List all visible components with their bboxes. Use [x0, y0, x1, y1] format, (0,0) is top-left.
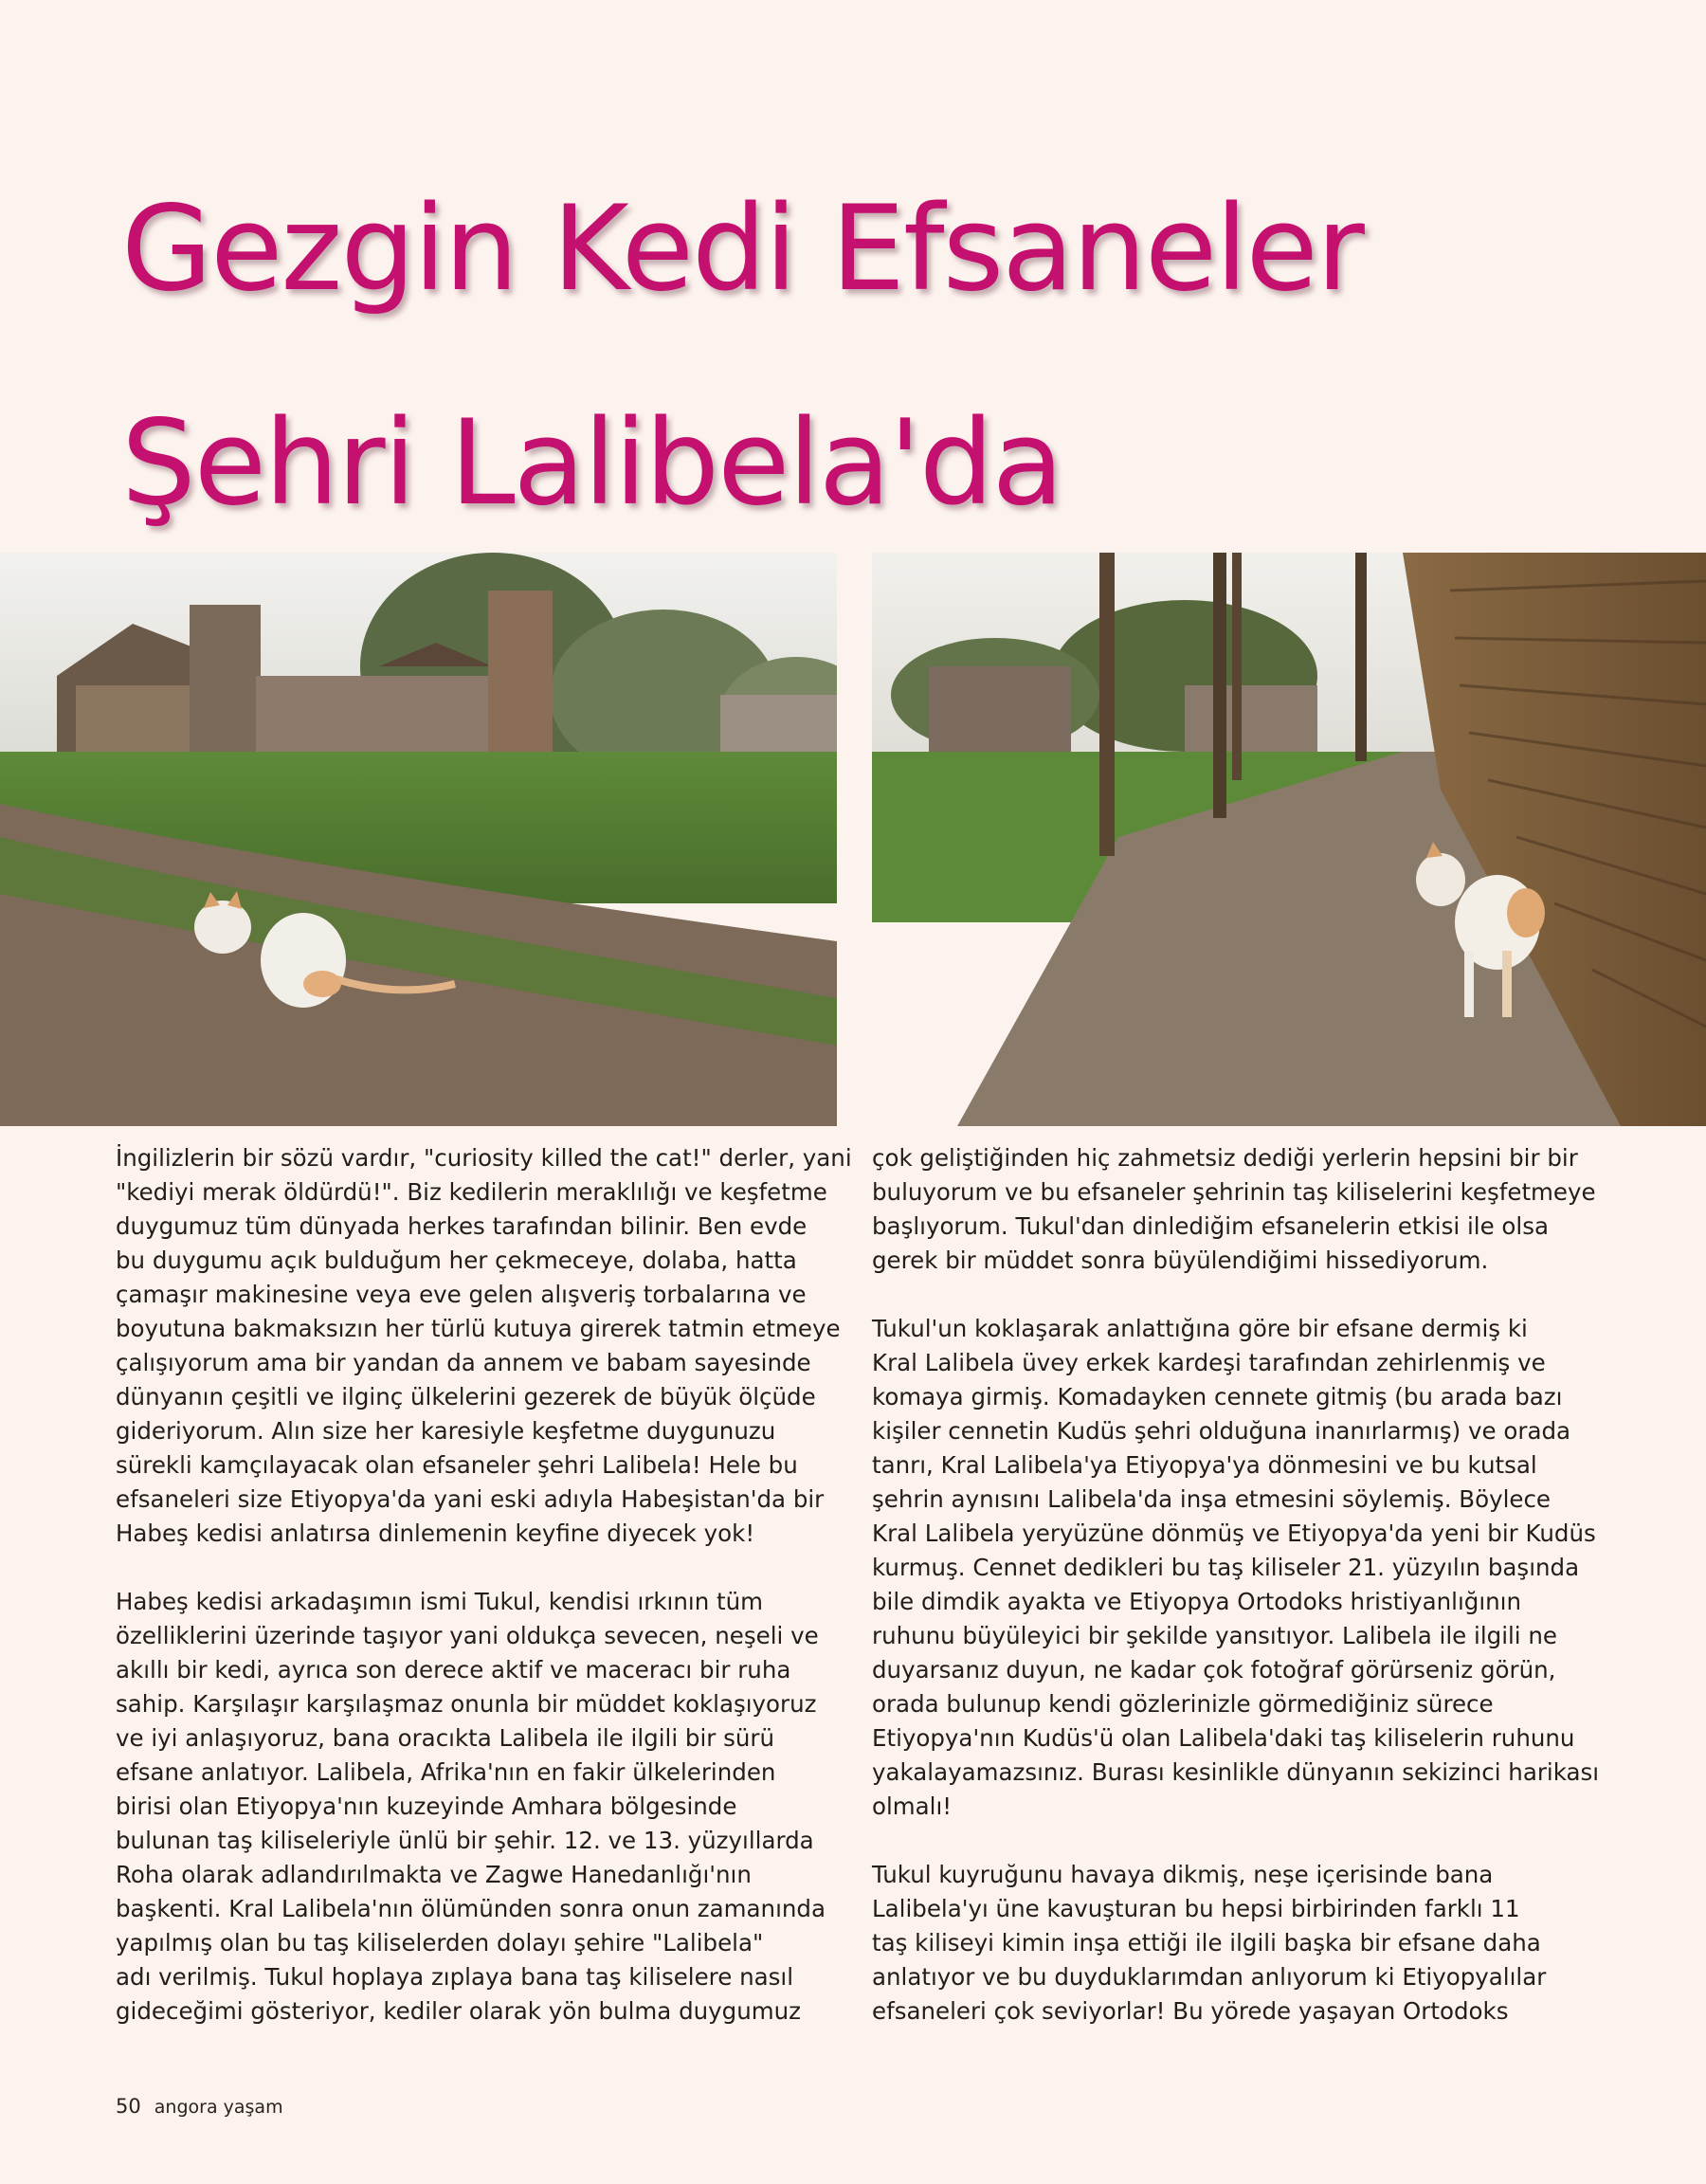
text-line: ruhunu büyüleyici bir şekilde yansıtıyor. Lalibela ile ilgili ne: [872, 1622, 1558, 1649]
magazine-name: angora yaşam: [154, 2097, 283, 2118]
text-line: kişiler cennetin Kudüs şehri olduğuna inanırlarmış) ve orada: [872, 1417, 1571, 1445]
text-line: efsane anlatıyor. Lalibela, Afrika'nın en fakir ülkelerinden: [116, 1758, 776, 1786]
text-line: özelliklerini üzerinde taşıyor yani oldukça sevecen, neşeli ve: [116, 1622, 819, 1649]
text-line: Etiyopya'nın Kudüs'ü olan Lalibela'daki taş kiliselerin ruhunu: [872, 1724, 1575, 1752]
text-line: kurmuş. Cennet dedikleri bu taş kiliseler 21. yüzyılın başında: [872, 1554, 1580, 1581]
paragraph-1: [116, 1141, 852, 1551]
text-line: yakalayamazsınız. Burası kesinlikle dünyanın sekizinci harikası: [872, 1758, 1600, 1786]
text-line: başlıyorum. Tukul'dan dinlediğim efsanelerin etkisi ile olsa: [872, 1212, 1550, 1240]
text-line: anlatıyor ve bu duyduklarımdan anlıyorum ki Etiyopyalılar: [872, 1963, 1547, 1991]
text-line: Tukul'un koklaşarak anlattığına göre bir efsane dermiş ki: [872, 1315, 1528, 1342]
paragraph-3: [872, 1141, 1596, 1278]
cat-sitting-on-field-photo: [0, 553, 837, 1126]
text-line: başkenti. Kral Lalibela'nın ölümünden sonra onun zamanında: [116, 1895, 826, 1922]
article-title: [121, 142, 1657, 571]
text-line: çalışıyorum ama bir yandan da annem ve babam sayesinde: [116, 1349, 811, 1376]
text-line: Tukul kuyruğunu havaya dikmiş, neşe içerisinde bana: [872, 1861, 1494, 1888]
text-line: bulunan taş kiliseleriyle ünlü bir şehir. 12. ve 13. yüzyıllarda: [116, 1827, 814, 1854]
text-line: Lalibela'yı üne kavuşturan bu hepsi birbirinden farklı 11: [872, 1895, 1520, 1922]
text-line: akıllı bir kedi, ayrıca son derece aktif ve maceracı bir ruha: [116, 1656, 791, 1684]
text-line: Habeş kedisi arkadaşımın ismi Tukul, kendisi ırkının tüm: [116, 1588, 764, 1615]
cat-by-stone-wall-photo: [872, 553, 1706, 1126]
page-footer: [116, 2095, 283, 2118]
text-line: sürekli kamçılayacak olan efsaneler şehri Lalibela! Hele bu: [116, 1451, 798, 1479]
text-line: duyarsanız duyun, ne kadar çok fotoğraf görürseniz görün,: [872, 1656, 1556, 1684]
text-line: İngilizlerin bir sözü vardır, "curiosity killed the cat!" derler, yani: [116, 1144, 852, 1172]
text-line: komaya girmiş. Komadayken cennete gitmiş (bu arada bazı: [872, 1383, 1563, 1410]
text-line: şehrin aynısını Lalibela'da inşa etmesini söylemiş. Böylece: [872, 1485, 1551, 1513]
text-line: efsaneleri çok seviyorlar! Bu yörede yaşayan Ortodoks: [872, 1997, 1509, 2025]
paragraph-4: [872, 1312, 1600, 1824]
text-line: yapılmış olan bu taş kiliselerden dolayı şehire "Lalibela": [116, 1929, 764, 1956]
text-line: "kediyi merak öldürdü!". Biz kedilerin meraklılığı ve keşfetme: [116, 1178, 827, 1206]
text-line: Roha olarak adlandırılmakta ve Zagwe Hanedanlığı'nın: [116, 1861, 752, 1888]
text-line: duygumuz tüm dünyada herkes tarafından bilinir. Ben evde: [116, 1212, 808, 1240]
paragraph-2: [116, 1585, 836, 2029]
text-line: bile dimdik ayakta ve Etiyopya Ortodoks hristiyanlığının: [872, 1588, 1521, 1615]
cat-by-stone-wall-photo-icon: [872, 553, 1706, 1126]
article-column-left: [116, 1141, 852, 2063]
text-line: ve iyi anlaşıyoruz, bana oracıkta Lalibela ile ilgili bir sürü: [116, 1724, 775, 1752]
text-line: Habeş kedisi anlatırsa dinlemenin keyfine diyecek yok!: [116, 1520, 755, 1547]
cat-sitting-on-field-photo-icon: [0, 553, 837, 1126]
text-line: Kral Lalibela üvey erkek kardeşi tarafından zehirlenmiş ve: [872, 1349, 1546, 1376]
text-line: çamaşır makinesine veya eve gelen alışveriş torbalarına ve: [116, 1281, 807, 1308]
text-line: sahip. Karşılaşır karşılaşmaz onunla bir müddet koklaşıyoruz: [116, 1690, 817, 1718]
text-line: gideceğimi gösteriyor, kediler olarak yön bulma duygumuz: [116, 1997, 801, 2025]
text-line: bu duygumu açık bulduğum her çekmeceye, dolaba, hatta: [116, 1247, 797, 1274]
text-line: orada bulunup kendi gözlerinizle görmediğiniz sürece: [872, 1690, 1494, 1718]
paragraph-5: [872, 1858, 1592, 2029]
text-line: buluyorum ve bu efsaneler şehrinin taş kiliselerini keşfetmeye: [872, 1178, 1596, 1206]
text-line: gerek bir müddet sonra büyülendiğimi hissediyorum.: [872, 1247, 1489, 1274]
text-line: olmalı!: [872, 1793, 953, 1820]
text-line: birisi olan Etiyopya'nın kuzeyinde Amhara bölgesinde: [116, 1793, 737, 1820]
text-line: adı verilmiş. Tukul hoplaya zıplaya bana taş kiliselere nasıl: [116, 1963, 793, 1991]
text-line: boyutuna bakmaksızın her türlü kutuya girerek tatmin etmeye: [116, 1315, 841, 1342]
article-title-line-1: Gezgin Kedi Efsaneler: [121, 181, 1363, 318]
text-line: taş kiliseyi kimin inşa ettiği ile ilgili başka bir efsane daha: [872, 1929, 1541, 1956]
article-title-line-2: Şehri Lalibela'da: [121, 395, 1062, 532]
text-line: Kral Lalibela yeryüzüne dönmüş ve Etiyopya'da yeni bir Kudüs: [872, 1520, 1596, 1547]
text-line: dünyanın çeşitli ve ilginç ülkelerini gezerek de büyük ölçüde: [116, 1383, 816, 1410]
text-line: çok geliştiğinden hiç zahmetsiz dediği yerlerin hepsini bir bir: [872, 1144, 1578, 1172]
article-column-right: [872, 1141, 1600, 2063]
text-line: tanrı, Kral Lalibela'ya Etiyopya'ya dönmesini ve bu kutsal: [872, 1451, 1537, 1479]
page-number: 50: [116, 2095, 141, 2118]
text-line: gideriyorum. Alın size her karesiyle keşfetme duygunuzu: [116, 1417, 776, 1445]
text-line: efsaneleri size Etiyopya'da yani eski adıyla Habeşistan'da bir: [116, 1485, 825, 1513]
